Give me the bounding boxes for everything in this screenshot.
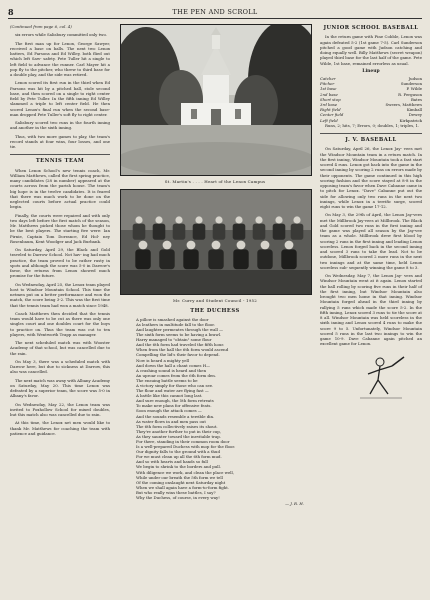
poem-line: Soon enough the attack comes —	[136, 408, 202, 414]
baseball-article-text	[10, 32, 110, 149]
campus-photo	[120, 24, 312, 176]
lineup-player: Kirkpatrick	[399, 117, 422, 123]
paragraph: At this time, the Lenox net men would like to thank Mr. Matthews for coaching the team with patience and guidance.	[10, 420, 110, 436]
campus-photo-caption: St. Martin's . . . . Heart of the Lenox Campus	[164, 179, 266, 184]
lineup-player: P. Wilde	[406, 86, 422, 92]
header-rule	[8, 18, 422, 19]
poem-line: When we shall again have a form-to-form fight.	[136, 484, 230, 490]
poem-line: But who really wins these battles, I say?	[136, 489, 216, 495]
paragraph: On May 3, the 29th of April, the Lenox Jay-vees met the Millbrook Jay-vees at Millbrook. The Black and Gold scored two runs in the first inning and the game was played all season by the Jay-vee team as a whole. Millbrook drew first blood by scoring 2 runs in the first inning and leading Lenox scoreless. Lenox forged back in the second inning and scored 3 runs to take the lead. Not to be outdone, Millbrook scored 2 more runs in the next two innings and at the same time, held Lenox scoreless sub- sequently winning the game 8 to 3.	[320, 212, 422, 270]
paragraph: In the return game with Pine Cobble, Lenox was again defeated 5-2 (1st game 7-5). Carl Sunderson pitched a good game with Judson catching and doing equally well. Billy Matthews (secret weapon) played third base for the last half of the game. Pete Wilde, 1st base, remained errorless as usual.	[320, 34, 422, 66]
poem-line: They're another further to put in their cup,	[136, 428, 222, 434]
runs-summary: Runs, 2; hits, 7; Errors, 0; doubles, 1; triples, 1.	[325, 122, 420, 128]
junior-baseball-heading: JUNIOR SCHOOL BASEBALL	[323, 25, 419, 31]
poem-line: Why the Duchess, of course, in every way!	[136, 495, 220, 501]
lineup-position: Pitcher	[320, 81, 335, 87]
junior-baseball-text	[320, 34, 422, 66]
paragraph: On Saturday, April 26, the Lenox Jay- vees met the Windsor Mountain team in a return match. In the first inning, Windsor Mountain took a fast start scored 4 runs. Lenox got back into the game in the second inning by scoring 2 runs on errors made by their opponents. The game continued in this high scoring fashion and the score stayed at 8-8 in the opposing team's favor when Dave Cabanne came in to pitch for Lenox. "Dave" Cabanne put out the side for allowing only two runs in the next two innings, while Lenox in a terrific surge, scored eight runs to win the game 17-12.	[320, 146, 422, 210]
lineup-position: 2nd base	[320, 91, 338, 97]
jv-baseball-text	[320, 146, 422, 346]
middle-column	[120, 24, 310, 506]
paragraph: Thus, with two more games to play, the team's record stands at four wins, four losses, and one tie.	[10, 133, 110, 149]
poem-line: A crashing sound is heard and then	[136, 367, 207, 373]
lineup-position: 1st base	[320, 86, 337, 92]
lineup-position: Left field	[320, 117, 338, 123]
lineup-position: Right field	[320, 107, 341, 113]
paragraph: The first man up for Lenox, George Sawyer, received a base on balls. The next two Lenox batters, Ed Parsons and Ed Willey, both flied out which left Saw- safety. Pete Tuller hit a single to left field to advance the runner. Carl Mayer hit a pop fly to the pitcher, who threw to third base for a double play, and the side was retired.	[10, 40, 110, 77]
poem-line: The sixth form seems to be having a brawl.	[136, 332, 222, 338]
paragraph: On May 3, there was a scheduled match with Darrow here, but due to sickness at Darrow, this also was cancelled.	[10, 358, 110, 375]
student-council-image	[121, 190, 311, 294]
poem-line: Our dignity falls to the ground with a thud	[136, 449, 220, 455]
council-photo	[120, 189, 312, 295]
left-column	[10, 24, 110, 439]
poem-line: Compelling the lid's their favor to depend.	[136, 352, 220, 358]
section-divider	[320, 133, 422, 134]
paragraph: When Lenox School's new tennis coach, Mr. William Matthews, called the first spring practice, many candidates (28 in number) appeared at the courts across from the parish house. The team's big hope is in the twelve candidates. It is feared that there was much work to be done on the neglected courts before actual practice could begin.	[10, 167, 110, 210]
poem-line: To make new plans for offensive feats.	[136, 403, 212, 409]
poem-line: For we must clean up all the 6th form mud.	[136, 454, 222, 460]
lineup-player: R. Ferguson	[398, 91, 422, 97]
paragraph: six errors while Salisbury committed only two.	[15, 32, 107, 38]
poem-line: The ensuing battle seems to be	[136, 377, 198, 383]
tennis-team-heading: TENNIS TEAM	[35, 158, 85, 165]
poem-line: A pillow is smashed against the door	[136, 316, 209, 322]
section-divider	[10, 154, 110, 155]
lineup-player: Judson	[408, 76, 422, 81]
poem-line: As leathers in multitude fall to the floor.	[136, 321, 215, 327]
paragraph: The next match was away with Albany Academy on Saturday, May 20. This time Lenox was defeated by a superior team, the score was 5-0 in Albany's favor.	[10, 377, 110, 399]
poem-line: As water flows in and men pass out	[136, 418, 206, 424]
lineup-heading: Lineup	[362, 68, 380, 74]
poem-line: And the 6th form had traveled the fifth hour.	[136, 342, 225, 348]
poem-signature: — J. R. H.	[285, 501, 304, 507]
lineup-table	[320, 76, 422, 123]
baseball-player-illustration	[350, 354, 410, 402]
lineup-player: Dewey	[408, 112, 422, 118]
poem-line: And sure enough, the 5th form retreats	[136, 398, 214, 404]
poem-line: When from the hall the 6th form would ascend	[136, 347, 229, 353]
poem-line: And laughter permeates through the wall —	[136, 326, 224, 332]
poem-line: As they saunter toward the inevitable trap.	[136, 433, 222, 439]
poem-line: For there, standing in their common room door	[136, 439, 230, 444]
lineup-player: Sunderson	[400, 81, 422, 87]
poem-line: Now is heard a mighty yell	[136, 357, 189, 363]
poem-line: Of the coming onslaught next Saturday night	[136, 479, 226, 485]
continued-note: (Continued from page 6, col. 4)	[10, 24, 72, 29]
tennis-article-text	[10, 168, 110, 437]
paragraph: On Wednesday, April 25, the Lenox team played host to Windsor Mountain School. This time the netmen put on a better performance and won the match, the score being 3-2. This was the first time that the tennis team had won a match since 1948.	[10, 281, 110, 308]
poem-line: While under our breath the 5th form we tell	[136, 474, 223, 480]
lineup-player: Kimball	[406, 107, 422, 113]
poem-line: Harry managed to "obtain" some flour	[136, 337, 212, 343]
poem-line: The 6th form collectively raises its shout.	[136, 423, 218, 429]
poem-line: We begin to shrink to the borders and pull.	[136, 464, 221, 470]
publication-title: THE PEN AND SCROLL	[172, 8, 258, 16]
poem-line: The flour and water are flying fast —	[136, 388, 209, 394]
paragraph: On Wednesday, May 22, the Lenox team was invited to Foxhollow School for mixed doubles, but this match also was cancelled due to rain.	[10, 401, 110, 417]
poem-line: A victory simply for those who can see.	[136, 382, 214, 388]
poem-title: THE DUCHESS	[190, 307, 240, 314]
paragraph: The next scheduled match was with Wooster Academy of that school, but was cancelled due to the rain.	[10, 340, 110, 356]
poem-line: An uproar comes from the 6th form den.	[136, 372, 216, 378]
paragraph: Salisbury scored two runs in the fourth inning and another in the sixth inning.	[10, 120, 110, 131]
poem-line: A battle like this cannot long last.	[136, 393, 203, 399]
right-column	[320, 24, 422, 403]
lineup-position: Short stop	[320, 96, 341, 102]
lineup-player: Sweers, Matthews	[385, 102, 422, 108]
lineup-position: 3rd base	[320, 102, 338, 108]
council-photo-caption: Mr. Curry and Student Council - 1952	[173, 298, 257, 304]
church-image	[121, 25, 311, 175]
poem-line: Is a well-prepared Duchess with mop for the floor.	[136, 444, 236, 450]
paragraph: Finally, the courts were repaired and with only two days left before the first match of the season, Mr. Matthews picked those whom he thought to be the best players. The starting five were: Ian Pirnie, Captain Tom Dorrance, Ed Hol- ney Rosenbaum, Kent Woodger and Jack Burbank.	[10, 212, 110, 244]
poem-text	[120, 317, 310, 500]
jv-baseball-heading: J. V. BASEBALL	[345, 137, 397, 144]
poem-line: And so with hearts and hands so full	[136, 459, 208, 465]
poem-line: With diligence we work, and clean the place well,	[136, 469, 235, 475]
lineup-player: Bates	[410, 96, 422, 102]
poem-line: And down the hall a chant comes H—	[136, 362, 211, 368]
paragraph: On Wednesday, May 7, the Lenox Jay- vees and Windsor Mountain went at it again. Lenox started the ball rolling by scoring five runs in their half of the first inning, but Windsor Mountain also brought two men home in that inning. Windsor Mountain forged ahead in the third inning by rallying 5 runs which made the score 5-2. In the fifth inning, Lenox scored 3 runs to tie the score at 8 all. Windsor Mountain was held scoreless in the sixth inning and Lenox scored 4 runs to make the score 9 to 5. Unfortunately, Windsor Mountain scored 5 runs in the last two innings to win the game 10-9. Dave Cabanne again pitched an excellent game for Lenox.	[320, 273, 422, 347]
paragraph: On Saturday, April 29, the Black and Gold traveled to Darrow School. Not hav- ing had much practice, the team proved to be rather rusty in spots and although the score was 5-0 in Darrow's favor, the returns from Lenox showed much promise for the future.	[10, 247, 110, 279]
lineup-position: Catcher	[320, 76, 336, 81]
paragraph: Lenox scored its first run in the third when Ed Parsons was hit by a pitched ball, stole second base, and then scored on a single to right center field by Pete Tuller. In the fifth inning Ed Willey slammed a triple to left center field. He then scored Lenox's final run when the second base- man dropped Pete Tuller's soft fly to right center.	[10, 80, 110, 117]
lineup-position: Center field	[320, 112, 344, 118]
page-number: 8	[8, 7, 14, 17]
paragraph: Coach Matthews then decided that the tennis team would have to be cut as there was only one singles court and one doubles court for the boys to practice on. Thus the team was cut to ten players, with Wentworth Trapp as manager.	[10, 310, 110, 337]
poem-line: And the sounds resemble a terrible din.	[136, 413, 215, 419]
